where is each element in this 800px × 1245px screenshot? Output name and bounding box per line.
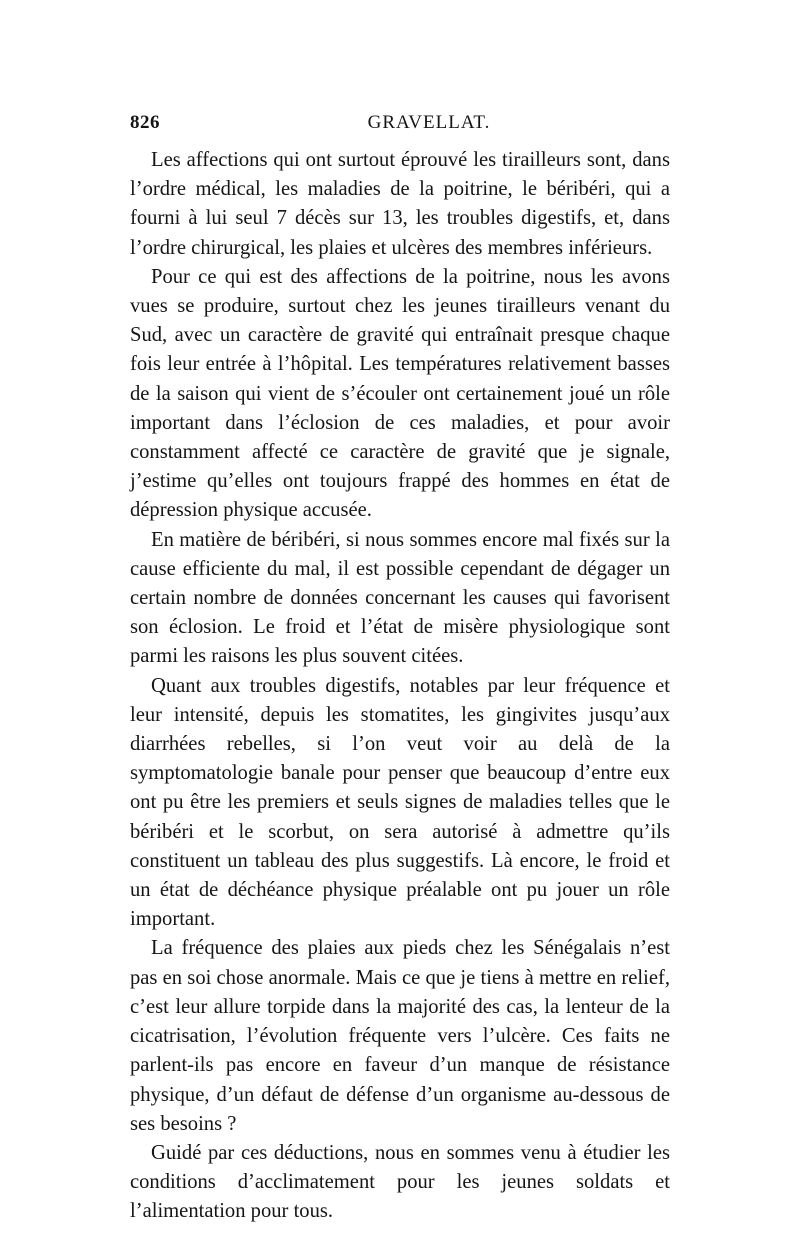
body-text <box>130 146 670 1227</box>
paragraph-plaies: La fréquence des plaies aux pieds chez les Sénégalais n’est pas en soi chose anormale. Mais ce que je tiens à mettre en relief, c’est leur allure torpide dans la majorité des cas, la lenteur de la cicatrisation, l’évolution fréquente vers l’ulcère. Ces faits ne parlent-ils pas encore en faveur d’un manque de résistance physique, d’un défaut de défense d’un organisme au-dessous de ses besoins ? <box>130 937 670 1135</box>
running-title: GRAVELLAT. <box>367 112 491 133</box>
paragraph-troubles-digestifs: Quant aux troubles digestifs, notables par leur fréquence et leur intensité, depuis les stomatites, les gingivites jusqu’aux diarrhées rebelles, si l’on veut voir au delà de la symptomatologie banale pour penser que beaucoup d’entre eux ont pu être les premiers et seuls signes de maladies telles que le béribéri et le scorbut, on sera autorisé à admettre qu’ils constituent un tableau des plus suggestifs. Là encore, le froid et un état de déchéance physique préalable ont pu jouer un rôle important. <box>130 674 670 931</box>
running-head <box>130 112 670 142</box>
page-number: 826 <box>130 112 160 133</box>
paragraph-beriberi: En matière de béribéri, si nous sommes encore mal fixés sur la cause efficiente du mal, il est possible cependant de dégager un certain nombre de données concernant les causes qui favorisent son éclosion. Le froid et l’état de misère physiologique sont parmi les raisons les plus souvent citées. <box>130 528 670 668</box>
paragraph-deductions: Guidé par ces déductions, nous en sommes venu à étudier les conditions d’acclimatement pour les jeunes soldats et l’alimentation pour tous. <box>130 1141 670 1223</box>
paragraph-poitrine: Pour ce qui est des affections de la poitrine, nous les avons vues se produire, surtout chez les jeunes tirailleurs venant du Sud, avec un caractère de gravité qui entraînait presque chaque fois leur entrée à l’hôpital. Les températures relativement basses de la saison qui vient de s’écouler ont certainement joué un rôle important dans l’éclosion de ces maladies, et pour avoir constamment affecté ce caractère de gravité que je signale, j’estime qu’elles ont toujours frappé des hommes en état de dépression physique accusée. <box>130 265 670 522</box>
paragraph-affections: Les affections qui ont surtout éprouvé les tirailleurs sont, dans l’ordre médical, les maladies de la poitrine, le béribéri, qui a fourni à lui seul 7 décès sur 13, les troubles digestifs, et, dans l’ordre chirurgical, les plaies et ulcères des membres inférieurs. <box>130 149 670 259</box>
